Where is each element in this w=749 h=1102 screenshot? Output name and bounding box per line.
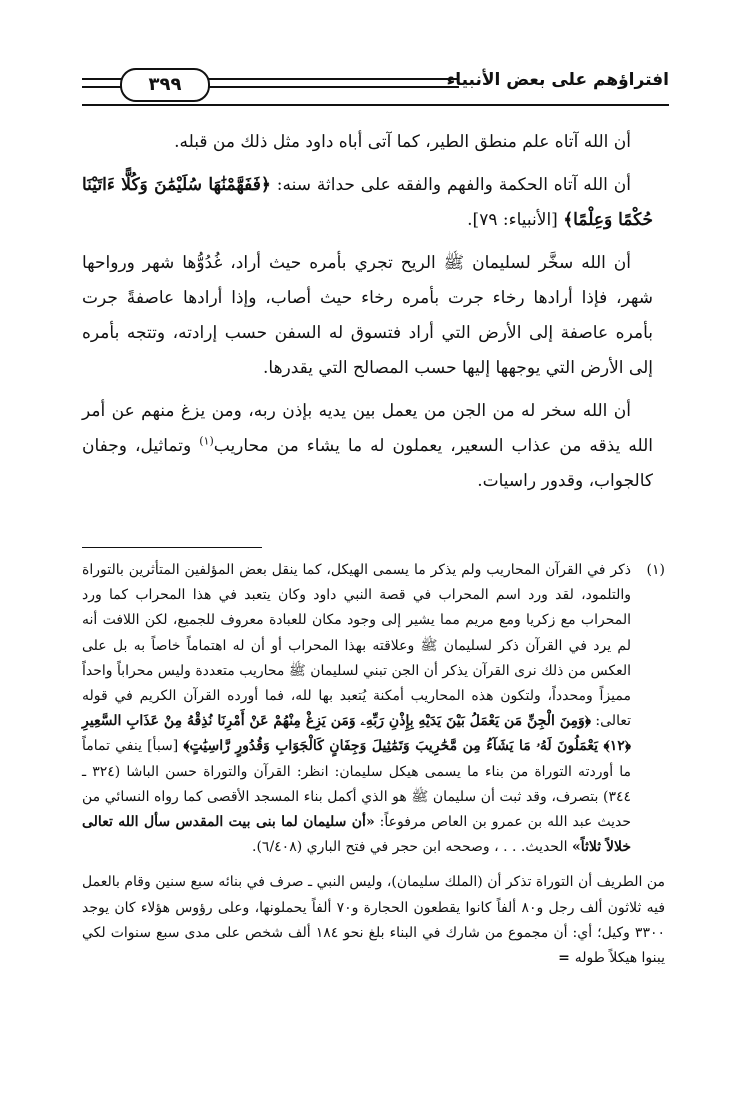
footnote-hadith: «أن سليمان لما بنى بيت المقدس سأل الله تعالى خلالاً ثلاثاً»	[82, 814, 631, 856]
footnote-text-2: [سبأ] ينفي تماماً ما أوردته التوراة من بناء ما يسمى هيكل سليمان: انظر: القرآن والتوراة حسن الباشا (٣٢٤ ـ ٣٤٤) بتصرف، وقد ثبت أن سليمان ﷺ هو الذي أكمل بناء المسجد الأقصى كما رواه النسائي من حديث عبد الله بن عمرو بن العاص مرفوعاً:	[82, 738, 631, 831]
footnote	[82, 558, 665, 971]
footnote-text-3: الحديث. . . ، وصححه ابن حجر في فتح الباري (٦/٤٠٨).	[252, 839, 572, 856]
footnote-quran-verse: ﴿وَمِنَ الْجِنِّ مَن يَعْمَلُ بَيْنَ يَدَيْهِ بِإِذْنِ رَبِّهِۦ وَمَن يَزِغْ مِنْهُمْ عَنْ أَمْرِنَا نُذِقْهُ مِنْ عَذَابِ السَّعِيرِ ﴿١٢﴾ يَعْمَلُونَ لَهُۥ مَا يَشَآءُ مِن مَّحَٰرِيبَ وَتَمَٰثِيلَ وَجِفَانٍ كَالْجَوَابِ وَقُدُورٍ رَّاسِيَٰتٍ﴾	[82, 713, 631, 755]
header-rule	[82, 104, 669, 106]
quran-verse: ﴿فَفَهَّمْنَٰهَا سُلَيْمَٰنَ وَكُلًّا ءَاتَيْنَا حُكْمًا وَعِلْمًا﴾	[82, 175, 653, 230]
paragraph-2	[82, 168, 653, 238]
footnote-gap	[82, 860, 665, 870]
paragraph-4-text-a: أن الله سخر له من الجن من يعمل بين يديه بإذن ربه، ومن يزغ منهم عن أمر الله يذقه من عذاب السعير، يعملون له ما يشاء من محاريب	[82, 401, 653, 456]
continued-marker: =	[558, 950, 575, 967]
footnote-text-1: ذكر في القرآن المحاريب ولم يذكر ما يسمى الهيكل، كما ينقل بعض المؤلفين المتأثرين بالتوراة والتلمود، لقد ورد اسم المحراب في قصة النبي داود وكان يتعبد في هذا المحراب كما ورد المحراب مع زكريا ومع مريم مما يشير إلى وجود مكان للعبادة معروف للجميع، لكن اللافت أنه لم يرد في القرآن ذكر لسليمان ﷺ وعلاقته بهذا المحراب أو أن له اهتماماً خاصاً به بل على العكس من ذلك نرى القرآن يذكر أن الجن تبني لسليمان ﷺ محاريب متعددة وليس محراباً واحداً مميزاً ومحدداً، ولتكون هذه المحاريب أمكنة يُتعبد بها لله، فما أورده القرآن الكريم في قوله تعالى:	[82, 562, 631, 730]
paragraph-1: أن الله آتاه علم منطق الطير، كما آتى أباه داود مثل ذلك من قبله.	[174, 132, 631, 152]
paragraph-4-text-b: وتماثيل، وجفان كالجواب، وقدور راسيات.	[82, 436, 653, 491]
footnote-body	[82, 558, 631, 860]
footnote-continuation	[82, 870, 665, 971]
running-title: افتراؤهم على بعض الأنبياء	[446, 70, 669, 90]
footnote-reference[interactable]: (١)	[199, 434, 214, 448]
paragraph-3: أن الله سخَّر لسليمان ﷺ الريح تجري بأمره حيث أراد، غُدُوُّها شهر ورواحها شهر، فإذا أرادها رخاء جرت بأمره رخاء حيث أصاب، وإذا أرادها عاصفةً جرت بأمره عاصفة إلى الأرض التي أراد فتسوق له السفن حسب إرادته، وتتجه بأمره إلى الأرض التي يوجهها إليها حسب المصالح التي يقدرها.	[82, 253, 653, 378]
footnote-marker: (١)	[646, 562, 665, 578]
paragraph-4	[82, 394, 653, 499]
main-text	[82, 125, 653, 507]
footnote-continuation-text: من الطريف أن التوراة تذكر أن (الملك سليمان)، وليس النبي ـ صرف في بنائه سبع سنين وقام بالعمل فيه ثلاثون ألف رجل و٨٠ ألفاً كانوا يقطعون الحجارة و٧٠ ألفاً يحملونها، وعلى رؤوس هؤلاء كان يوجد ٣٣٠٠ وكيل؛ أي: أن مجموع من شارك في البناء بلغ نحو ١٨٤ ألف شخص على مدى سبع سنوات لكي يبنوا هيكلاً طوله	[82, 874, 666, 967]
paragraph-2-text: أن الله آتاه الحكمة والفهم والفقه على حداثة سنه:	[270, 175, 632, 195]
verse-reference: [الأنبياء: ٧٩].	[467, 210, 564, 230]
page-number: ٣٩٩	[120, 68, 210, 102]
page-header	[82, 62, 669, 106]
footnote-separator	[82, 547, 262, 548]
